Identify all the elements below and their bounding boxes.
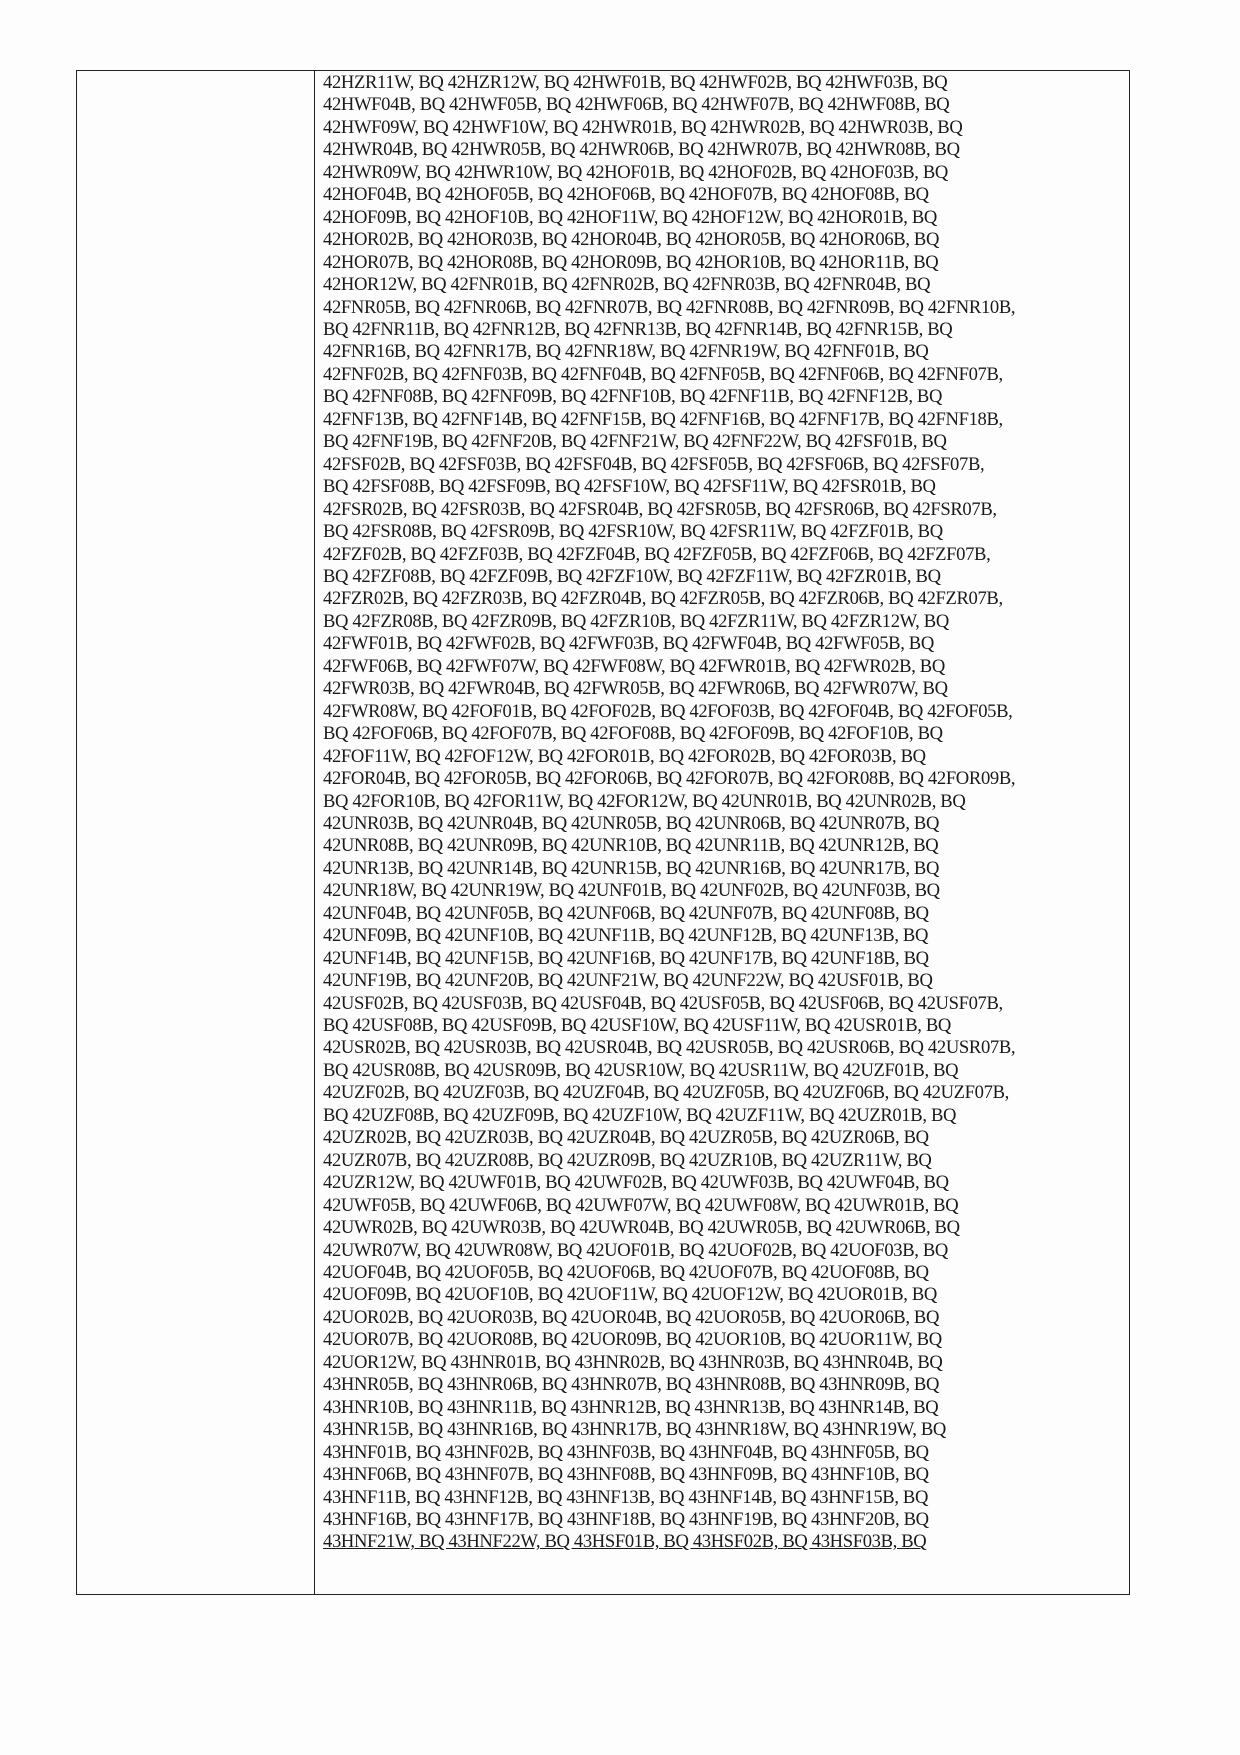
model-list-line: 42FNF02B, BQ 42FNF03B, BQ 42FNF04B, BQ 42FNF05B, BQ 42FNF06B, BQ 42FNF07B, bbox=[323, 363, 1003, 385]
model-list-line: 42UNR13B, BQ 42UNR14B, BQ 42UNR15B, BQ 42UNR16B, BQ 42UNR17B, BQ bbox=[323, 857, 940, 879]
model-list-line: 42HWR09W, BQ 42HWR10W, BQ 42HOF01B, BQ 42HOF02B, BQ 42HOF03B, BQ bbox=[323, 161, 949, 183]
model-list-line: 43HNF06B, BQ 43HNF07B, BQ 43HNF08B, BQ 43HNF09B, BQ 43HNF10B, BQ bbox=[323, 1464, 929, 1486]
table-left-cell-empty bbox=[77, 71, 315, 1594]
model-list-line: 42HOF04B, BQ 42HOF05B, BQ 42HOF06B, BQ 42HOF07B, BQ 42HOF08B, BQ bbox=[323, 184, 929, 206]
model-list-line: 42UOR02B, BQ 42UOR03B, BQ 42UOR04B, BQ 42UOR05B, BQ 42UOR06B, BQ bbox=[323, 1306, 940, 1328]
model-list-line: 43HNR05B, BQ 43HNR06B, BQ 43HNR07B, BQ 43HNR08B, BQ 43HNR09B, BQ bbox=[323, 1374, 940, 1396]
model-list-line: 42HWF09W, BQ 42HWF10W, BQ 42HWR01B, BQ 42HWR02B, BQ 42HWR03B, BQ bbox=[323, 116, 963, 138]
model-list-line: 42FZF02B, BQ 42FZF03B, BQ 42FZF04B, BQ 42FZF05B, BQ 42FZF06B, BQ 42FZF07B, bbox=[323, 543, 991, 565]
model-list-line: BQ 42UZF08B, BQ 42UZF09B, BQ 42UZF10W, BQ 42UZF11W, BQ 42UZR01B, BQ bbox=[323, 1104, 957, 1126]
model-list-line: 42FWF01B, BQ 42FWF02B, BQ 42FWF03B, BQ 42FWF04B, BQ 42FWF05B, BQ bbox=[323, 633, 934, 655]
model-list-line: 42UOF09B, BQ 42UOF10B, BQ 42UOF11W, BQ 42UOF12W, BQ 42UOR01B, BQ bbox=[323, 1284, 938, 1306]
model-list-line: 42UWR07W, BQ 42UWR08W, BQ 42UOF01B, BQ 42UOF02B, BQ 42UOF03B, BQ bbox=[323, 1239, 949, 1261]
model-list-line: 42HOR02B, BQ 42HOR03B, BQ 42HOR04B, BQ 42HOR05B, BQ 42HOR06B, BQ bbox=[323, 229, 940, 251]
model-list-line: 42UOR07B, BQ 42UOR08B, BQ 42UOR09B, BQ 42UOR10B, BQ 42UOR11W, BQ bbox=[323, 1329, 942, 1351]
model-list-line: 42FWF06B, BQ 42FWF07W, BQ 42FWF08W, BQ 42FWR01B, BQ 42FWR02B, BQ bbox=[323, 655, 945, 677]
model-list-line: 42UNF14B, BQ 42UNF15B, BQ 42UNF16B, BQ 42UNF17B, BQ 42UNF18B, BQ bbox=[323, 947, 929, 969]
model-list-line: BQ 42FNF19B, BQ 42FNF20B, BQ 42FNF21W, BQ 42FNF22W, BQ 42FSF01B, BQ bbox=[323, 431, 947, 453]
model-list-line: BQ 42FNR11B, BQ 42FNR12B, BQ 42FNR13B, BQ 42FNR14B, BQ 42FNR15B, BQ bbox=[323, 318, 953, 340]
model-list-line: 42HOF09B, BQ 42HOF10B, BQ 42HOF11W, BQ 42HOF12W, BQ 42HOR01B, BQ bbox=[323, 206, 938, 228]
model-list-line: 43HNF01B, BQ 43HNF02B, BQ 43HNF03B, BQ 43HNF04B, BQ 43HNF05B, BQ bbox=[323, 1441, 929, 1463]
model-list-table bbox=[76, 70, 1130, 1595]
model-list-line: 42USR02B, BQ 42USR03B, BQ 42USR04B, BQ 42USR05B, BQ 42USR06B, BQ 42USR07B, bbox=[323, 1037, 1016, 1059]
model-list-line: 42HOR12W, BQ 42FNR01B, BQ 42FNR02B, BQ 42FNR03B, BQ 42FNR04B, BQ bbox=[323, 274, 931, 296]
model-list-line: 42HWR04B, BQ 42HWR05B, BQ 42HWR06B, BQ 42HWR07B, BQ 42HWR08B, BQ bbox=[323, 139, 960, 161]
model-list-line: BQ 42FSF08B, BQ 42FSF09B, BQ 42FSF10W, BQ 42FSF11W, BQ 42FSR01B, BQ bbox=[323, 476, 936, 498]
model-list-cell bbox=[315, 71, 1129, 1594]
model-list-line: 42FNR16B, BQ 42FNR17B, BQ 42FNR18W, BQ 42FNR19W, BQ 42FNF01B, BQ bbox=[323, 341, 929, 363]
model-list-line: 42UNR18W, BQ 42UNR19W, BQ 42UNF01B, BQ 42UNF02B, BQ 42UNF03B, BQ bbox=[323, 880, 940, 902]
model-list-line: 42FWR08W, BQ 42FOF01B, BQ 42FOF02B, BQ 42FOF03B, BQ 42FOF04B, BQ 42FOF05B, bbox=[323, 700, 1013, 722]
model-list-line: 42UNF19B, BQ 42UNF20B, BQ 42UNF21W, BQ 42UNF22W, BQ 42USF01B, BQ bbox=[323, 970, 933, 992]
model-list-line: 42FOR04B, BQ 42FOR05B, BQ 42FOR06B, BQ 42FOR07B, BQ 42FOR08B, BQ 42FOR09B, bbox=[323, 768, 1016, 790]
model-list-line: 43HNF21W, BQ 43HNF22W, BQ 43HSF01B, BQ 43HSF02B, BQ 43HSF03B, BQ bbox=[323, 1531, 927, 1553]
model-list-line: 42FSF02B, BQ 42FSF03B, BQ 42FSF04B, BQ 42FSF05B, BQ 42FSF06B, BQ 42FSF07B, bbox=[323, 453, 985, 475]
model-list-line: 42FZR02B, BQ 42FZR03B, BQ 42FZR04B, BQ 42FZR05B, BQ 42FZR06B, BQ 42FZR07B, bbox=[323, 588, 1003, 610]
model-list-line: 42UZR02B, BQ 42UZR03B, BQ 42UZR04B, BQ 42UZR05B, BQ 42UZR06B, BQ bbox=[323, 1127, 929, 1149]
model-list-line: 43HNF16B, BQ 43HNF17B, BQ 43HNF18B, BQ 43HNF19B, BQ 43HNF20B, BQ bbox=[323, 1509, 929, 1530]
model-list-line: 42UNF09B, BQ 42UNF10B, BQ 42UNF11B, BQ 42UNF12B, BQ 42UNF13B, BQ bbox=[323, 925, 929, 947]
model-list-line: BQ 42FZF08B, BQ 42FZF09B, BQ 42FZF10W, BQ 42FZF11W, BQ 42FZR01B, BQ bbox=[323, 565, 941, 587]
model-list-line: 42FSR02B, BQ 42FSR03B, BQ 42FSR04B, BQ 42FSR05B, BQ 42FSR06B, BQ 42FSR07B, bbox=[323, 498, 997, 520]
model-list-line: 42UWF05B, BQ 42UWF06B, BQ 42UWF07W, BQ 42UWF08W, BQ 42UWR01B, BQ bbox=[323, 1194, 959, 1216]
model-list-line: 42FNF13B, BQ 42FNF14B, BQ 42FNF15B, BQ 42FNF16B, BQ 42FNF17B, BQ 42FNF18B, bbox=[323, 408, 1003, 430]
model-list-line: 43HNR15B, BQ 43HNR16B, BQ 43HNR17B, BQ 43HNR18W, BQ 43HNR19W, BQ bbox=[323, 1419, 946, 1441]
model-list-line: 42UZF02B, BQ 42UZF03B, BQ 42UZF04B, BQ 42UZF05B, BQ 42UZF06B, BQ 42UZF07B, bbox=[323, 1082, 1009, 1104]
model-list-line: 42UWR02B, BQ 42UWR03B, BQ 42UWR04B, BQ 42UWR05B, BQ 42UWR06B, BQ bbox=[323, 1217, 960, 1239]
model-list-line: 42UNR08B, BQ 42UNR09B, BQ 42UNR10B, BQ 42UNR11B, BQ 42UNR12B, BQ bbox=[323, 835, 939, 857]
model-list-line: BQ 42FOR10B, BQ 42FOR11W, BQ 42FOR12W, BQ 42UNR01B, BQ 42UNR02B, BQ bbox=[323, 790, 966, 812]
model-list-line: BQ 42FOF06B, BQ 42FOF07B, BQ 42FOF08B, BQ 42FOF09B, BQ 42FOF10B, BQ bbox=[323, 723, 943, 745]
model-list-line: 42UOF04B, BQ 42UOF05B, BQ 42UOF06B, BQ 42UOF07B, BQ 42UOF08B, BQ bbox=[323, 1262, 929, 1284]
model-list-line: 43HNF11B, BQ 43HNF12B, BQ 43HNF13B, BQ 43HNF14B, BQ 43HNF15B, BQ bbox=[323, 1486, 929, 1508]
model-list-line: 42HOR07B, BQ 42HOR08B, BQ 42HOR09B, BQ 42HOR10B, BQ 42HOR11B, BQ bbox=[323, 251, 939, 273]
model-list-line: 42UZR12W, BQ 42UWF01B, BQ 42UWF02B, BQ 42UWF03B, BQ 42UWF04B, BQ bbox=[323, 1172, 949, 1194]
model-list-line: BQ 42USR08B, BQ 42USR09B, BQ 42USR10W, BQ 42USR11W, BQ 42UZF01B, BQ bbox=[323, 1059, 959, 1081]
model-list-line: 42UNF04B, BQ 42UNF05B, BQ 42UNF06B, BQ 42UNF07B, BQ 42UNF08B, BQ bbox=[323, 902, 929, 924]
model-list-line: 42HZR11W, BQ 42HZR12W, BQ 42HWF01B, BQ 42HWF02B, BQ 42HWF03B, BQ bbox=[323, 72, 948, 93]
model-list-line: 43HNR10B, BQ 43HNR11B, BQ 43HNR12B, BQ 43HNR13B, BQ 43HNR14B, BQ bbox=[323, 1396, 939, 1418]
model-list-line: 42UZR07B, BQ 42UZR08B, BQ 42UZR09B, BQ 42UZR10B, BQ 42UZR11W, BQ bbox=[323, 1149, 932, 1171]
model-list-line: BQ 42FZR08B, BQ 42FZR09B, BQ 42FZR10B, BQ 42FZR11W, BQ 42FZR12W, BQ bbox=[323, 610, 949, 632]
model-list-line: 42UOR12W, BQ 43HNR01B, BQ 43HNR02B, BQ 43HNR03B, BQ 43HNR04B, BQ bbox=[323, 1351, 943, 1373]
model-list-line: 42FOF11W, BQ 42FOF12W, BQ 42FOR01B, BQ 42FOR02B, BQ 42FOR03B, BQ bbox=[323, 745, 926, 767]
model-list-line: 42HWF04B, BQ 42HWF05B, BQ 42HWF06B, BQ 42HWF07B, BQ 42HWF08B, BQ bbox=[323, 94, 950, 116]
model-list-line: BQ 42FNF08B, BQ 42FNF09B, BQ 42FNF10B, BQ 42FNF11B, BQ 42FNF12B, BQ bbox=[323, 386, 943, 408]
model-list-line: 42FNR05B, BQ 42FNR06B, BQ 42FNR07B, BQ 42FNR08B, BQ 42FNR09B, BQ 42FNR10B, bbox=[323, 296, 1016, 318]
model-list-line: BQ 42USF08B, BQ 42USF09B, BQ 42USF10W, BQ 42USF11W, BQ 42USR01B, BQ bbox=[323, 1015, 952, 1037]
model-list-line: 42UNR03B, BQ 42UNR04B, BQ 42UNR05B, BQ 42UNR06B, BQ 42UNR07B, BQ bbox=[323, 812, 940, 834]
model-list-line: BQ 42FSR08B, BQ 42FSR09B, BQ 42FSR10W, BQ 42FSR11W, BQ 42FZF01B, BQ bbox=[323, 521, 943, 543]
model-list-line: 42USF02B, BQ 42USF03B, BQ 42USF04B, BQ 42USF05B, BQ 42USF06B, BQ 42USF07B, bbox=[323, 992, 1003, 1014]
model-list-line: 42FWR03B, BQ 42FWR04B, BQ 42FWR05B, BQ 42FWR06B, BQ 42FWR07W, BQ bbox=[323, 678, 948, 700]
